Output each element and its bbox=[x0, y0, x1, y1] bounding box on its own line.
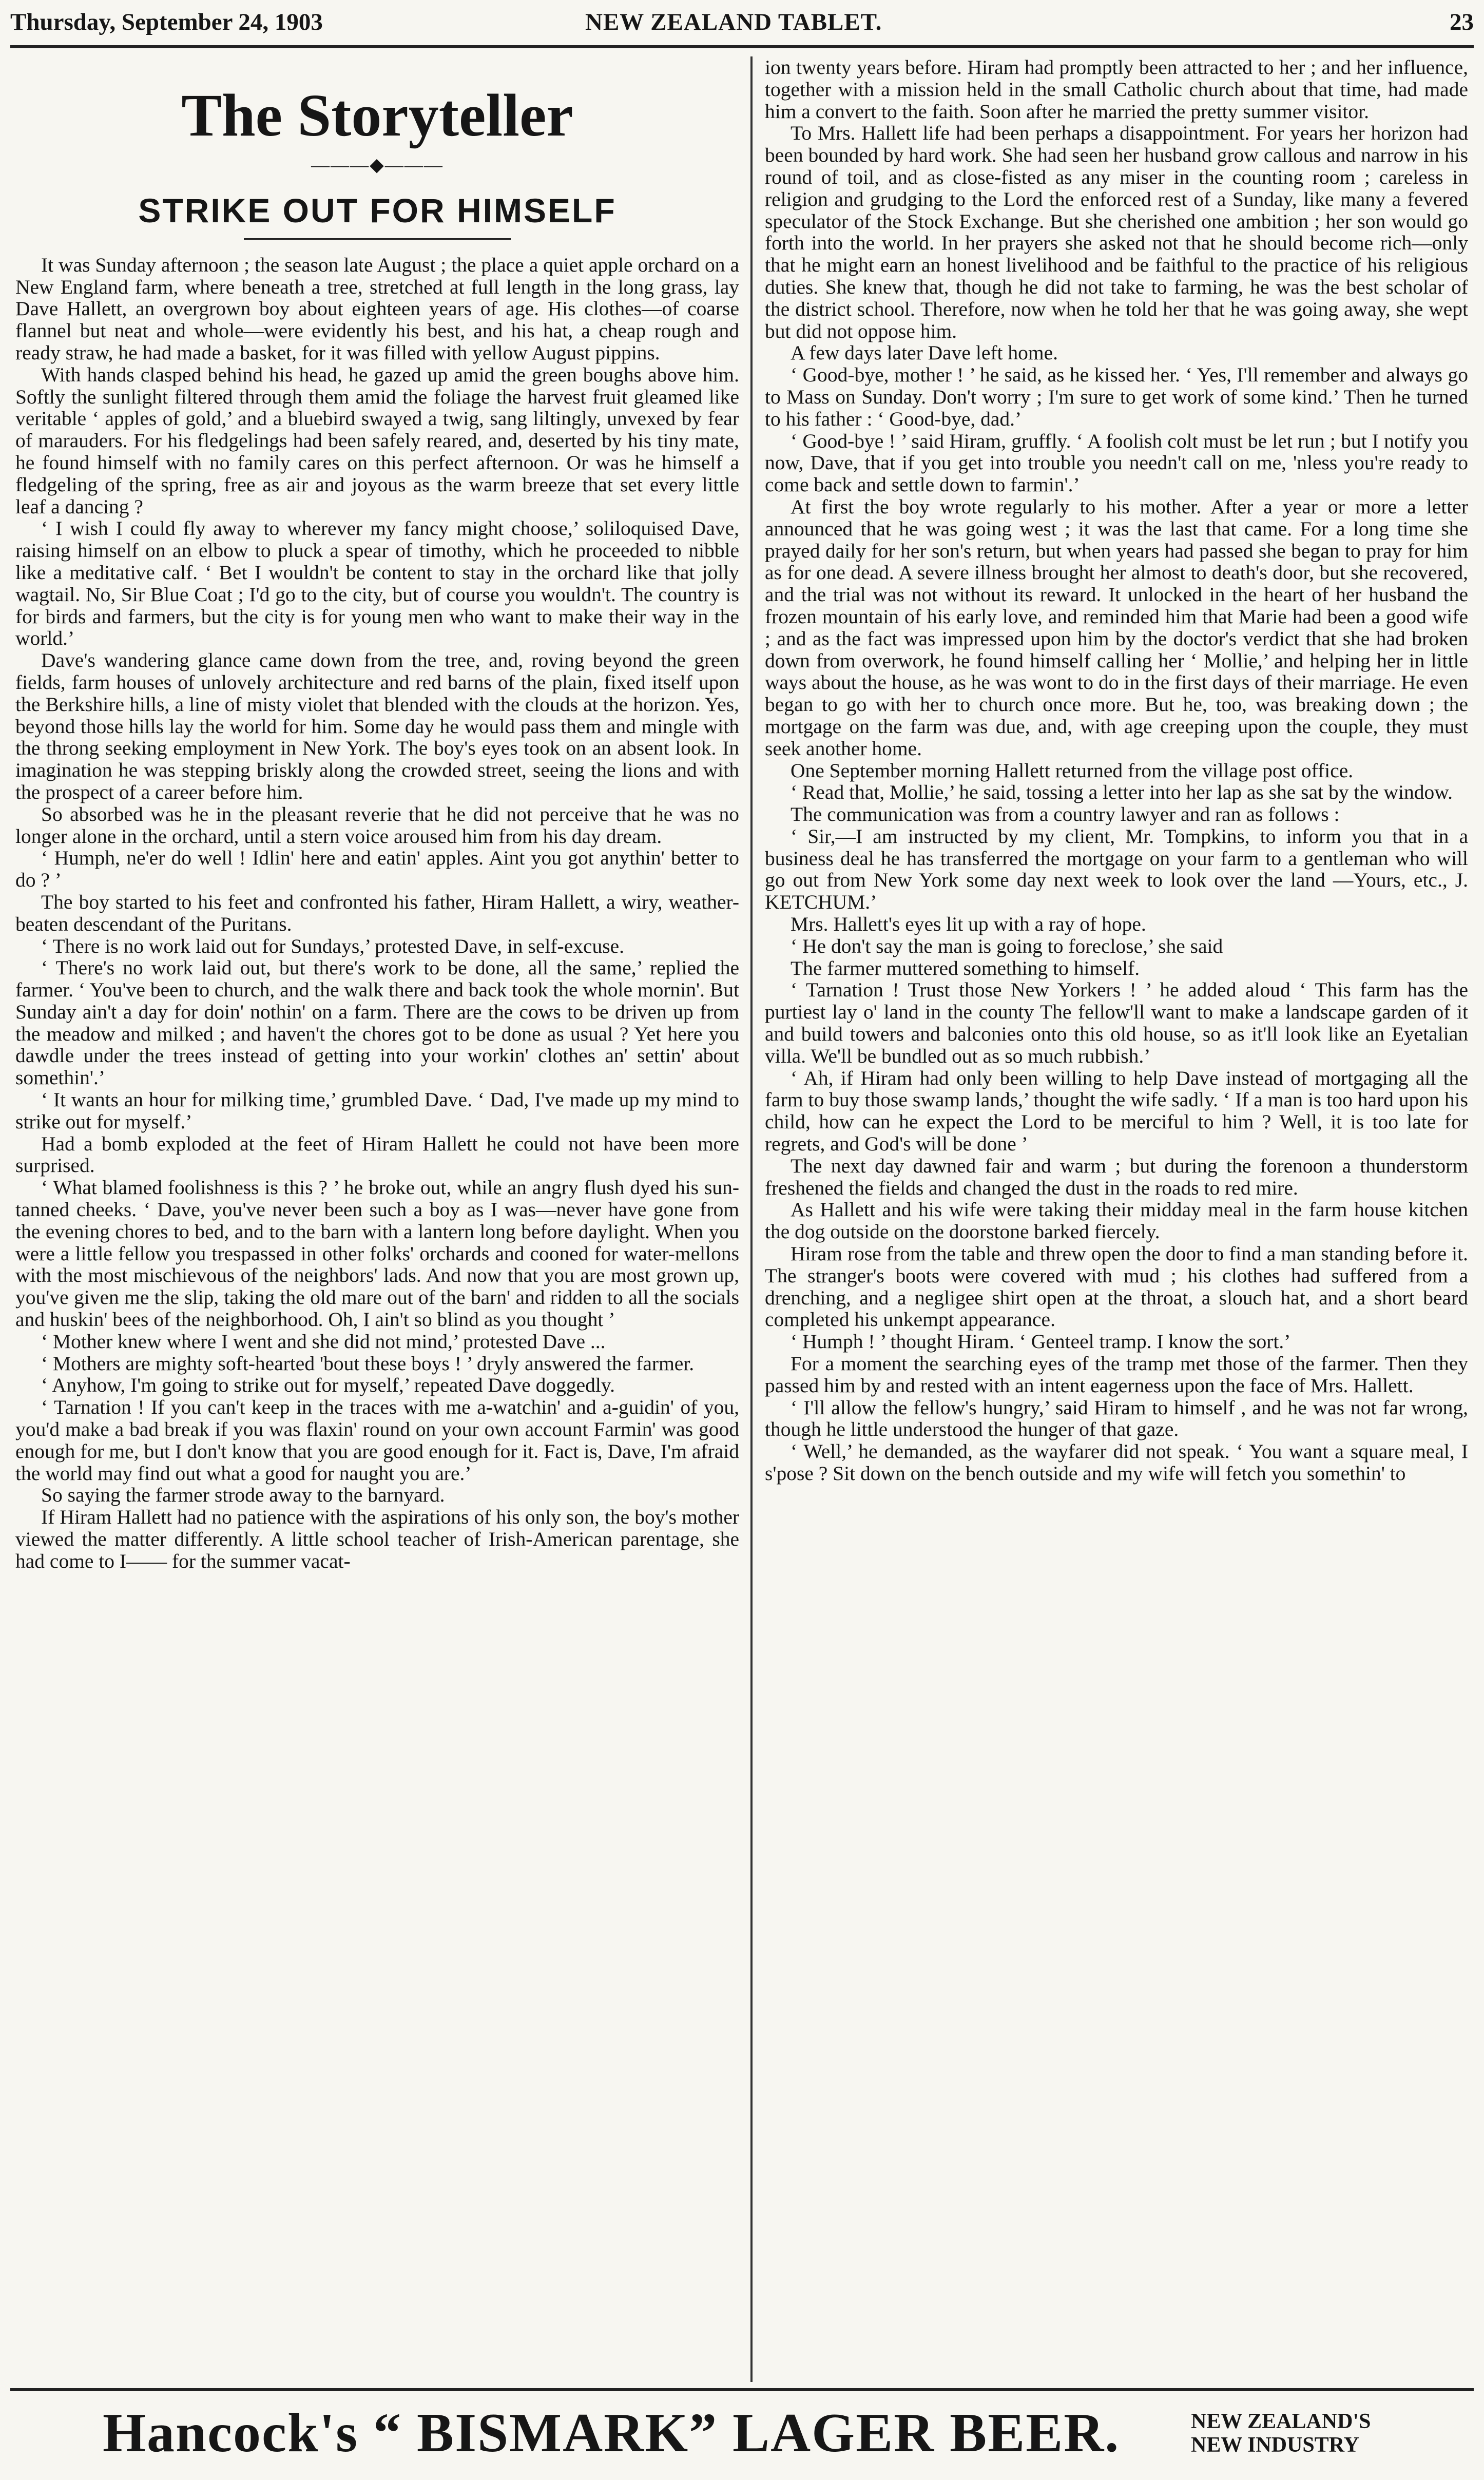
story-paragraph: Dave's wandering glance came down from the tree, and, roving beyond the green fields, farm houses of unlovely architecture and red barns of the plain, fixed itself upon the Berkshire hills, a line of misty violet that blended with the clouds at the horizon. Yes, beyond those hills lay the world for him. Some day he would pass them and mingle with the throng seeking employment in New York. The boy's eyes took on an absent look. In imagination he was stepping briskly along the crowded street, seeing the lions and with the prospect of a career before him. bbox=[15, 649, 739, 803]
story-paragraph: So absorbed was he in the pleasant reverie that he did not perceive that he was no longer alone in the orchard, until a stern voice aroused him from his day dream. bbox=[15, 802, 739, 848]
story-paragraph: ‘ It wants an hour for milking time,’ grumbled Dave. ‘ Dad, I've made up my mind to strike out for myself.’ bbox=[15, 1088, 739, 1133]
issue-date: Thursday, September 24, 1903 bbox=[10, 9, 323, 35]
story-paragraph: ‘ Sir,—I am instructed by my client, Mr. Tompkins, to inform you that in a business deal he has transferred the mortgage on your farm to a gentleman who will go out from New York some day next week to look over the land —Yours, etc., J. KETCHUM.’ bbox=[765, 824, 1468, 914]
story-paragraph: ‘ Mothers are mighty soft-hearted 'bout these boys ! ’ dryly answered the farmer. bbox=[41, 1352, 695, 1375]
header-rule bbox=[10, 45, 1474, 48]
story-paragraph: So saying the farmer strode away to the barnyard. bbox=[41, 1484, 445, 1507]
title-ornament: ———◆——— bbox=[311, 154, 444, 175]
story-title: STRIKE OUT FOR HIMSELF bbox=[138, 191, 616, 229]
advertisement-banner bbox=[10, 2396, 1474, 2473]
story-paragraph: A few days later Dave left home. bbox=[791, 341, 1058, 364]
story-paragraph: ‘ Good-bye ! ’ said Hiram, gruffly. ‘ A foolish colt must be let run ; but I notify you now, Dave, that if you get into trouble you needn't call on me, 'nless you're ready to come back and settle down to farmin'.’ bbox=[765, 429, 1468, 496]
story-paragraph: ‘ What blamed foolishness is this ? ’ he broke out, while an angry flush dyed his sun-tanned cheeks. ‘ Dave, you've never been such a boy as I was—never have gone from the evening chores to bed, and to the barn with a lantern long before daylight. When you were a little fellow you trespassed in other folks' orchards and cooned for water-mellons with the most mischievous of the neighbors' lads. And now that you are most grown up, you've given me the slip, taking the old mare out of the barn' and ridden to all the socials and huskin' bees of the neighborhood. Oh, I ain't so blind as you thought ’ bbox=[15, 1176, 739, 1331]
right-column bbox=[765, 56, 1468, 2382]
story-paragraph: ‘ Tarnation ! If you can't keep in the traces with me a-watchin' and a-guidin' of you, you'd make a bad break if you was flaxin' round on your own account Farmin' was good enough for me, but I don't know that you are good enough for it. Fact is, Dave, I'm afraid the world may find out what a good for naught you are.’ bbox=[15, 1396, 739, 1485]
publication-title: NEW ZEALAND TABLET. bbox=[585, 9, 882, 35]
story-paragraph: ‘ Humph, ne'er do well ! Idlin' here and eatin' apples. Aint you got anythin' better to do ? ’ bbox=[15, 847, 739, 892]
page-header bbox=[10, 4, 1474, 45]
story-paragraph: If Hiram Hallett had no patience with the aspirations of his only son, the boy's mother viewed the matter differently. A little school teacher of Irish-American parentage, she had come to I—— for the summer vacat- bbox=[15, 1506, 739, 1572]
footer-rule bbox=[10, 2388, 1474, 2391]
story-paragraph: Hiram rose from the table and threw open the door to find a man standing before it. The stranger's boots were covered with mud ; his clothes had suffered from a drenching, and a negligee shirt open at the throat, a slouch hat, and a short beard completed his unkempt appearance. bbox=[765, 1242, 1468, 1331]
story-paragraph: At first the boy wrote regularly to his mother. After a year or more a letter announced that he was going west ; it was the last that came. For a long time she prayed daily for her son's return, but when years had passed she began to pray for him as for one dead. A severe illness brought her almost to death's door, but she recovered, and the trial was not without its reward. It unlocked in the heart of her husband the frozen mountain of his early love, and reminded him that Marie had been a good wife ; and as the fact was impressed upon him by the doctor's verdict that she had broken down from overwork, he found himself calling her ‘ Mollie,’ and helping her in little ways about the house, as he was wont to do in the first days of their marriage. He even began to go with her to church once more. But he, too, was breaking down ; the mortgage on the farm was due, and, with age creeping upon the couple, they must seek another home. bbox=[765, 495, 1468, 760]
tagline-line-1: NEW ZEALAND'S bbox=[1191, 2410, 1371, 2433]
tagline-line-2: NEW INDUSTRY bbox=[1191, 2433, 1359, 2457]
story-paragraph: ‘ I wish I could fly away to wherever my fancy might choose,’ soliloquised Dave, raising himself on an elbow to pluck a spear of timothy, which he proceeded to nibble like a meditative calf. ‘ Bet I wouldn't be content to stay in the orchard like that jolly wagtail. No, Sir Blue Coat ; I'd go to the city, but of course you wouldn't. The country is for birds and farmers, but the city is for young men who want to make their way in the world.’ bbox=[15, 517, 739, 650]
story-paragraph: For a moment the searching eyes of the tramp met those of the farmer. Then they passed him by and rested with an intent eagerness upon the face of Mrs. Hallett. bbox=[765, 1352, 1468, 1397]
story-paragraph: As Hallett and his wife were taking their midday meal in the farm house kitchen the dog outside on the doorstone barked fiercely. bbox=[765, 1198, 1468, 1243]
story-paragraph: To Mrs. Hallett life had been perhaps a disappointment. For years her horizon had been bounded by hard work. She had seen her husband grow callous and narrow in his round of toil, and as close-fisted as any miser in the counting room ; careless in religion and grudging to the Lord the enforced rest of a Sunday, like many a fevered speculator of the Stock Exchange. But she cherished one ambition ; her son would go forth into the world. In her prayers she asked not that he should become rich—only that he might earn an honest livelihood and be faithful to the practice of his religious duties. She knew that, though he did not take to farming, he was the best scholar of the district school. Therefore, now when he told her that he was going away, she wept but did not oppose him. bbox=[765, 122, 1468, 342]
left-column-body bbox=[15, 254, 739, 1572]
story-paragraph: With hands clasped behind his head, he gazed up amid the green boughs above him. Softly the sunlight filtered through them amid the foliage the harvest fruit gleamed like veritable ‘ apples of gold,’ and a bluebird swayed a twig, sang liltingly, unvexed by fear of marauders. For his fledgelings had been safely reared, and, deserted by his tiny mate, he found himself with no family cares on this perfect afternoon. Or was he himself a fledgeling of the spring, free as air and joyous as the warm breeze that set every little leaf a dancing ? bbox=[15, 363, 739, 518]
story-paragraph: ‘ There's no work laid out, but there's work to be done, all the same,’ replied the farmer. ‘ You've been to church, and the walk there and back took the whole mornin'. But Sunday ain't a day for doin' nothin' on a farm. There are the cows to be driven up from the meadow and milked ; and haven't the chores got to be done as usual ? Yet here you dawdle under the trees instead of getting into your workin' clothes an' settin' about somethin'.’ bbox=[15, 956, 739, 1089]
column-divider bbox=[750, 56, 753, 2382]
story-paragraph: The communication was from a country lawyer and ran as follows : bbox=[791, 803, 1340, 826]
story-paragraph: The next day dawned fair and warm ; but during the forenoon a thunderstorm freshened the fields and changed the dust in the roads to red mire. bbox=[765, 1154, 1468, 1199]
left-column bbox=[15, 56, 739, 2382]
story-title-rule bbox=[244, 238, 511, 240]
story-paragraph: One September morning Hallett returned from the village post office. bbox=[791, 759, 1354, 782]
advertisement-tagline bbox=[1191, 2410, 1371, 2457]
story-paragraph: The boy started to his feet and confronted his father, Hiram Hallett, a wiry, weather-beaten descendant of the Puritans. bbox=[15, 890, 739, 935]
story-paragraph: ‘ There is no work laid out for Sundays,’ protested Dave, in self-excuse. bbox=[41, 934, 625, 957]
story-paragraph: ‘ Read that, Mollie,’ he said, tossing a letter into her lap as she sat by the window. bbox=[791, 781, 1453, 804]
story-paragraph: Mrs. Hallett's eyes lit up with a ray of hope. bbox=[791, 913, 1146, 936]
story-paragraph: ‘ Tarnation ! Trust those New Yorkers ! ’ he added aloud ‘ This farm has the purtiest lay o' land in the county The fellow'll want to make a landscape garden of it and build towers and balconies onto this old house, so as it'll look like an Eyetalian villa. We'll be bundled out as so much rubbish.’ bbox=[765, 978, 1468, 1067]
story-paragraph: ‘ He don't say the man is going to foreclose,’ she said bbox=[791, 934, 1223, 957]
right-column-body bbox=[765, 56, 1468, 1485]
story-paragraph: Had a bomb exploded at the feet of Hiram Hallett he could not have been more surprised. bbox=[15, 1132, 739, 1177]
story-paragraph: ‘ Ah, if Hiram had only been willing to help Dave instead of mortgaging all the farm to buy those swamp lands,’ thought the wife sadly. ‘ If a man is too hard upon his child, how can he expect the Lord to be merciful to him ? Well, it is too late for regrets, and God's will be done ’ bbox=[765, 1066, 1468, 1156]
story-paragraph: ‘ Good-bye, mother ! ’ he said, as he kissed her. ‘ Yes, I'll remember and always go to Mass on Sunday. Don't worry ; I'm sure to get work of some kind.’ Then he turned to his father : ‘ Good-bye, dad.’ bbox=[765, 363, 1468, 430]
story-paragraph: ‘ Anyhow, I'm going to strike out for myself,’ repeated Dave doggedly. bbox=[41, 1374, 615, 1397]
story-paragraph: The farmer muttered something to himself. bbox=[791, 956, 1140, 979]
story-paragraph: ‘ Humph ! ’ thought Hiram. ‘ Genteel tramp. I know the sort.’ bbox=[791, 1330, 1291, 1353]
story-paragraph: ‘ Well,’ he demanded, as the wayfarer did not speak. ‘ You want a square meal, I s'pose ? Sit down on the bench outside and my wife will fetch you somethin' to bbox=[765, 1440, 1468, 1485]
story-paragraph: It was Sunday afternoon ; the season late August ; the place a quiet apple orchard on a New England farm, where beneath a tree, stretched at full length in the long grass, lay Dave Hallett, an overgrown boy about eighteen years of age. His clothes—of coarse flannel but neat and whole—were evidently his best, and his hat, a cheap rough and ready straw, he had made a basket, for it was filled with yellow August pippins. bbox=[15, 253, 739, 364]
advertisement-text: Hancock's “ BISMARK” LAGER BEER. bbox=[103, 2402, 1120, 2464]
story-paragraph: ‘ Mother knew where I went and she did not mind,’ protested Dave ... bbox=[41, 1330, 606, 1353]
section-title: The Storyteller bbox=[181, 82, 573, 149]
story-paragraph: ion twenty years before. Hiram had promptly been attracted to her ; and her influence, together with a mission held in the small Catholic church about that time, had made him a convert to the faith. Soon after he married the pretty summer visitor. bbox=[765, 56, 1468, 123]
page-number: 23 bbox=[1450, 9, 1474, 35]
story-paragraph: ‘ I'll allow the fellow's hungry,’ said Hiram to himself , and he was not far wrong, though he little understood the hunger of that gaze. bbox=[765, 1396, 1468, 1441]
